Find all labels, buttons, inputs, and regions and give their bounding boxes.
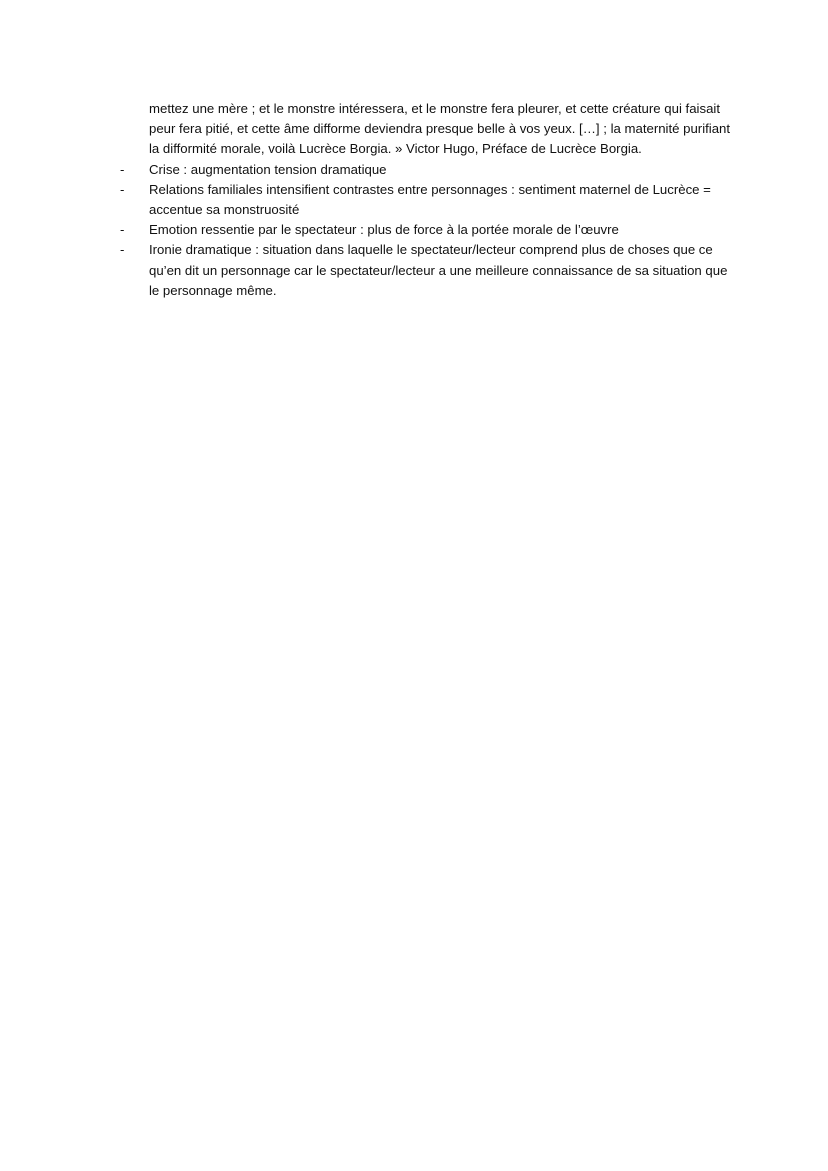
bullet-item-ironie xyxy=(118,240,738,301)
bullet-item-relations xyxy=(118,180,738,220)
bullet-text: Relations familiales intensifient contrastes entre personnages : sentiment maternel de Lucrèce = accentue sa monstruosité xyxy=(149,181,711,218)
bullet-dash: - xyxy=(120,242,125,258)
bullet-list xyxy=(118,160,738,301)
bullet-text: Crise : augmentation tension dramatique xyxy=(149,161,387,177)
bullet-dash: - xyxy=(120,181,125,197)
bullet-dash: - xyxy=(120,161,125,177)
quote-continuation-paragraph: mettez une mère ; et le monstre intéressera, et le monstre fera pleurer, et cette créature qui faisait peur fera pitié, et cette âme difforme deviendra presque belle à vos yeux. […] ; la maternité purifiant la difformité morale, voilà Lucrèce Borgia. » Victor Hugo, Préface de Lucrèce Borgia. xyxy=(149,101,731,157)
bullet-item-emotion xyxy=(118,220,738,240)
document-body xyxy=(118,99,738,301)
bullet-item-crise xyxy=(118,160,738,180)
bullet-text: Ironie dramatique : situation dans laquelle le spectateur/lecteur comprend plus de choses que ce qu’en dit un personnage car le spectateur/lecteur a une meilleure connaissance de sa situation que le personnage même. xyxy=(149,242,728,298)
bullet-text: Emotion ressentie par le spectateur : plus de force à la portée morale de l’œuvre xyxy=(149,222,619,238)
bullet-dash: - xyxy=(120,222,125,238)
